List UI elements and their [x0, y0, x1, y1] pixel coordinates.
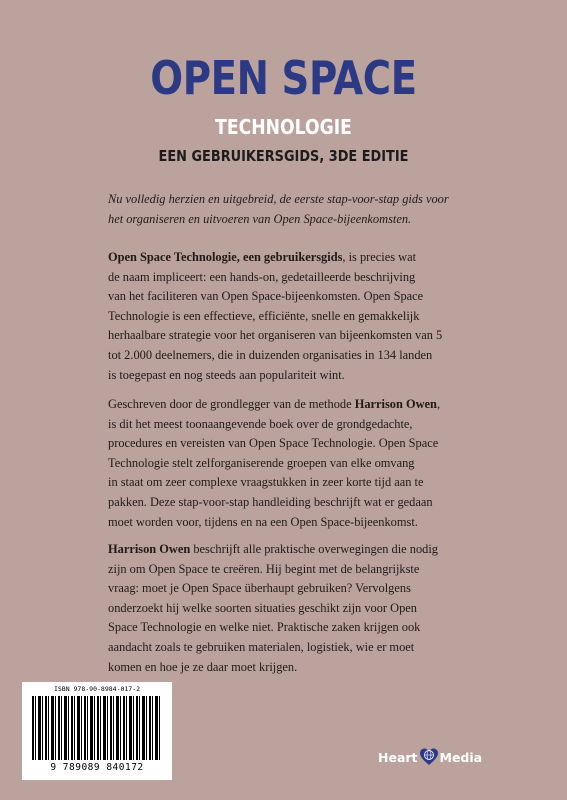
paragraph-line: komen en hoe je ze daar moet krijgen.	[108, 659, 298, 674]
intro-line: het organiseren en uitvoeren van Open Space-bijeenkomsten.	[108, 211, 412, 226]
paragraph-1	[108, 248, 476, 385]
publisher-name-part2: Media	[439, 749, 483, 765]
paragraph-line: zijn om Open Space te creëren. Hij begint met de belangrijkste	[108, 561, 420, 576]
paragraph-line: aandacht zoals te gebruiken materialen, logistiek, wie er moet	[108, 639, 415, 654]
paragraph-line-text: ,	[436, 397, 441, 411]
book-name-bold: Open Space Technologie, een gebruikersgids	[108, 250, 343, 264]
paragraph-line: Technologie is een effectieve, efficiënte, snelle en gemakkelijk	[108, 308, 420, 323]
isbn-barcode	[22, 682, 172, 780]
author-name-bold: Harrison Owen	[108, 542, 191, 556]
isbn-label: ISBN 978-90-8984-017-2	[53, 685, 141, 693]
paragraph-line: moet worden voor, tijdens en na een Open Space-bijeenkomst.	[108, 514, 418, 529]
paragraph-line: in staat om zeer complexe vraagstukken in zeer korte tijd aan te	[108, 475, 424, 490]
paragraph-line: herhaalbare strategie voor het organiseren van bijeenkomsten van 5	[108, 328, 443, 343]
publisher-name-part1: Heart	[378, 749, 418, 765]
paragraph-line: is dit het meest toonaangevende boek over de grondgedachte,	[108, 416, 413, 431]
paragraph-line-text: beschrijft alle praktische overwegingen die nodig	[190, 542, 438, 556]
paragraph-line-text: Geschreven door de grondlegger van de methode	[108, 397, 355, 411]
book-subtitle: TECHNOLOGIE	[215, 115, 352, 139]
book-edition: EEN GEBRUIKERSGIDS, 3DE EDITIE	[158, 147, 409, 165]
paragraph-line: Space Technologie en welke niet. Praktische zaken krijgen ook	[108, 620, 421, 635]
paragraph-2	[108, 395, 476, 532]
paragraph-3	[108, 540, 476, 677]
publisher-logo	[378, 744, 482, 770]
paragraph-line-text: , is precies wat	[342, 250, 417, 264]
paragraph-line: onderzoekt hij welke soorten situaties geschikt zijn voor Open	[108, 600, 417, 615]
intro-paragraph	[108, 190, 476, 229]
paragraph-line	[108, 395, 476, 415]
paragraph-line: tot 2.000 deelnemers, die in duizenden organisaties in 134 landen	[108, 347, 433, 362]
paragraph-line: procedures en vereisten van Open Space Technologie. Open Space	[108, 436, 439, 451]
book-title: OPEN SPACE	[150, 51, 417, 105]
paragraph-line	[108, 540, 476, 560]
paragraph-line	[108, 248, 476, 268]
author-name-bold: Harrison Owen	[354, 397, 437, 411]
heart-globe-icon	[419, 747, 439, 767]
barcode-bars	[32, 696, 162, 760]
paragraph-line: is toegepast en nog steeds aan populariteit wint.	[108, 367, 345, 382]
paragraph-line: de naam impliceert: een hands-on, gedetailleerde beschrijving	[108, 269, 416, 284]
paragraph-line: van het faciliteren van Open Space-bijeenkomsten. Open Space	[108, 289, 424, 304]
barcode-number: 9 789089 840172	[50, 762, 144, 773]
paragraph-line: vraag: moet je Open Space überhaupt gebruiken? Vervolgens	[108, 581, 411, 596]
paragraph-line: pakken. Deze stap-voor-stap handleiding beschrijft wat er gedaan	[108, 494, 433, 509]
paragraph-line: Technologie stelt zelforganiserende groepen van elke omvang	[108, 455, 415, 470]
intro-line: Nu volledig herzien en uitgebreid, de eerste stap-voor-stap gids voor	[108, 192, 449, 206]
